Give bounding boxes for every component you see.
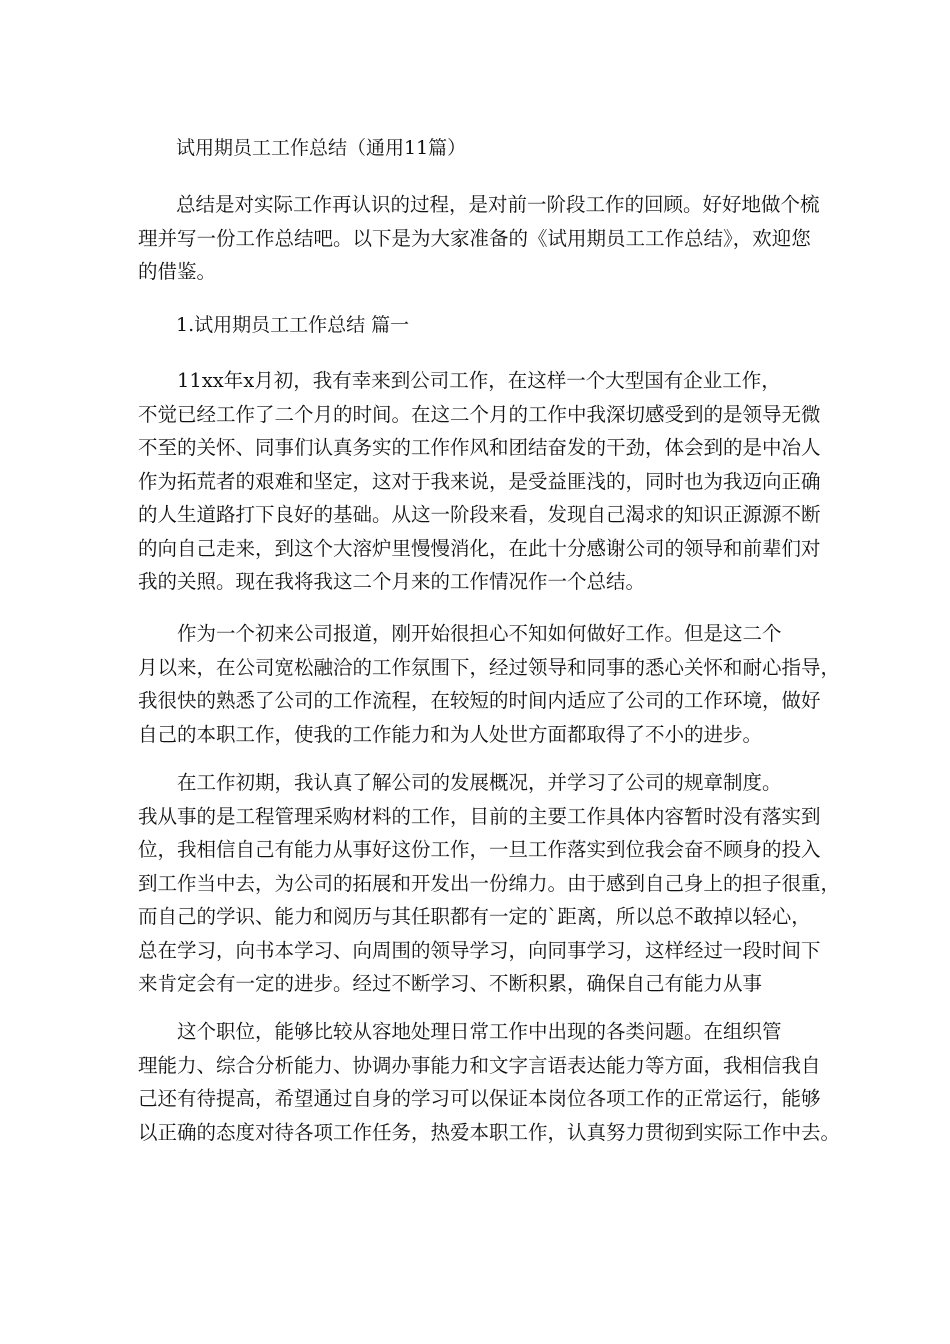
paragraph-line: 的向自己走来，到这个大溶炉里慢慢消化，在此十分感谢公司的领导和前辈们对	[138, 536, 821, 560]
paragraph-line: 11xx年x月初，我有幸来到公司工作，在这样一个大型国有企业工作，	[138, 369, 781, 392]
section-heading: 1.试用期员工工作总结 篇一	[176, 314, 410, 336]
paragraph-line: 月以来，在公司宽松融洽的工作氛围下，经过领导和同事的悉心关怀和耐心指导，	[138, 655, 841, 679]
intro-paragraph	[138, 188, 828, 289]
paragraph-line: 不至的关怀、同事们认真务实的工作作风和团结奋发的干劲，体会到的是中冶人	[138, 436, 821, 459]
paragraph-line: 作为一个初来公司报道，刚开始很担心不知如何做好工作。但是这二个	[138, 622, 782, 645]
paragraph-line: 我很快的熟悉了公司的工作流程，在较短的时间内适应了公司的工作环境，做好	[138, 689, 821, 712]
paragraph-line: 我的关照。现在我将我这二个月来的工作情况作一个总结。	[138, 570, 646, 593]
paragraph-line: 的人生道路打下良好的基础。从这一阶段来看，发现自己渴求的知识正源源不断	[138, 503, 821, 526]
body-paragraph	[138, 364, 828, 599]
body-paragraph	[138, 766, 841, 1001]
paragraph-line: 来肯定会有一定的进步。经过不断学习、不断积累，确保自己有能力从事	[138, 972, 763, 995]
paragraph-line: 作为拓荒者的艰难和坚定，这对于我来说，是受益匪浅的，同时也为我迈向正确	[138, 469, 821, 493]
paragraph-line: 不觉已经工作了二个月的时间。在这二个月的工作中我深切感受到的是领导无微	[138, 402, 821, 426]
body-paragraph	[138, 617, 841, 751]
paragraph-line: 理能力、综合分析能力、协调办事能力和文字言语表达能力等方面，我相信我自	[138, 1053, 821, 1077]
intro-line: 理并写一份工作总结吧。以下是为大家准备的《试用期员工工作总结》，欢迎您	[138, 226, 811, 250]
paragraph-line: 以正确的态度对待各项工作任务，热爱本职工作，认真努力贯彻到实际工作中去。	[138, 1120, 841, 1144]
paragraph-line: 在工作初期，我认真了解公司的发展概况，并学习了公司的规章制度。	[138, 771, 782, 794]
paragraph-line: 我从事的是工程管理采购材料的工作，目前的主要工作具体内容暂时没有落实到	[138, 804, 821, 828]
paragraph-line: 己还有待提高，希望通过自身的学习可以保证本岗位各项工作的正常运行，能够	[138, 1087, 821, 1110]
body-paragraph	[138, 1015, 841, 1149]
paragraph-line: 这个职位，能够比较从容地处理日常工作中出现的各类问题。在组织管	[138, 1020, 782, 1043]
document-title: 试用期员工工作总结（通用11篇）	[176, 137, 467, 159]
intro-line: 总结是对实际工作再认识的过程，是对前一阶段工作的回顾。好好地做个梳	[176, 193, 820, 216]
paragraph-line: 自己的本职工作，使我的工作能力和为人处世方面都取得了不小的进步。	[138, 722, 763, 746]
paragraph-line: 到工作当中去，为公司的拓展和开发出一份绵力。由于感到自己身上的担子很重，	[138, 871, 841, 895]
paragraph-line: 位，我相信自己有能力从事好这份工作，一旦工作落实到位我会奋不顾身的投入	[138, 838, 821, 861]
paragraph-line: 总在学习，向书本学习、向周围的领导学习，向同事学习，这样经过一段时间下	[138, 938, 821, 962]
paragraph-line: 而自己的学识、能力和阅历与其任职都有一定的`距离，所以总不敢掉以轻心，	[138, 905, 811, 928]
intro-line: 的借鉴。	[138, 260, 217, 283]
